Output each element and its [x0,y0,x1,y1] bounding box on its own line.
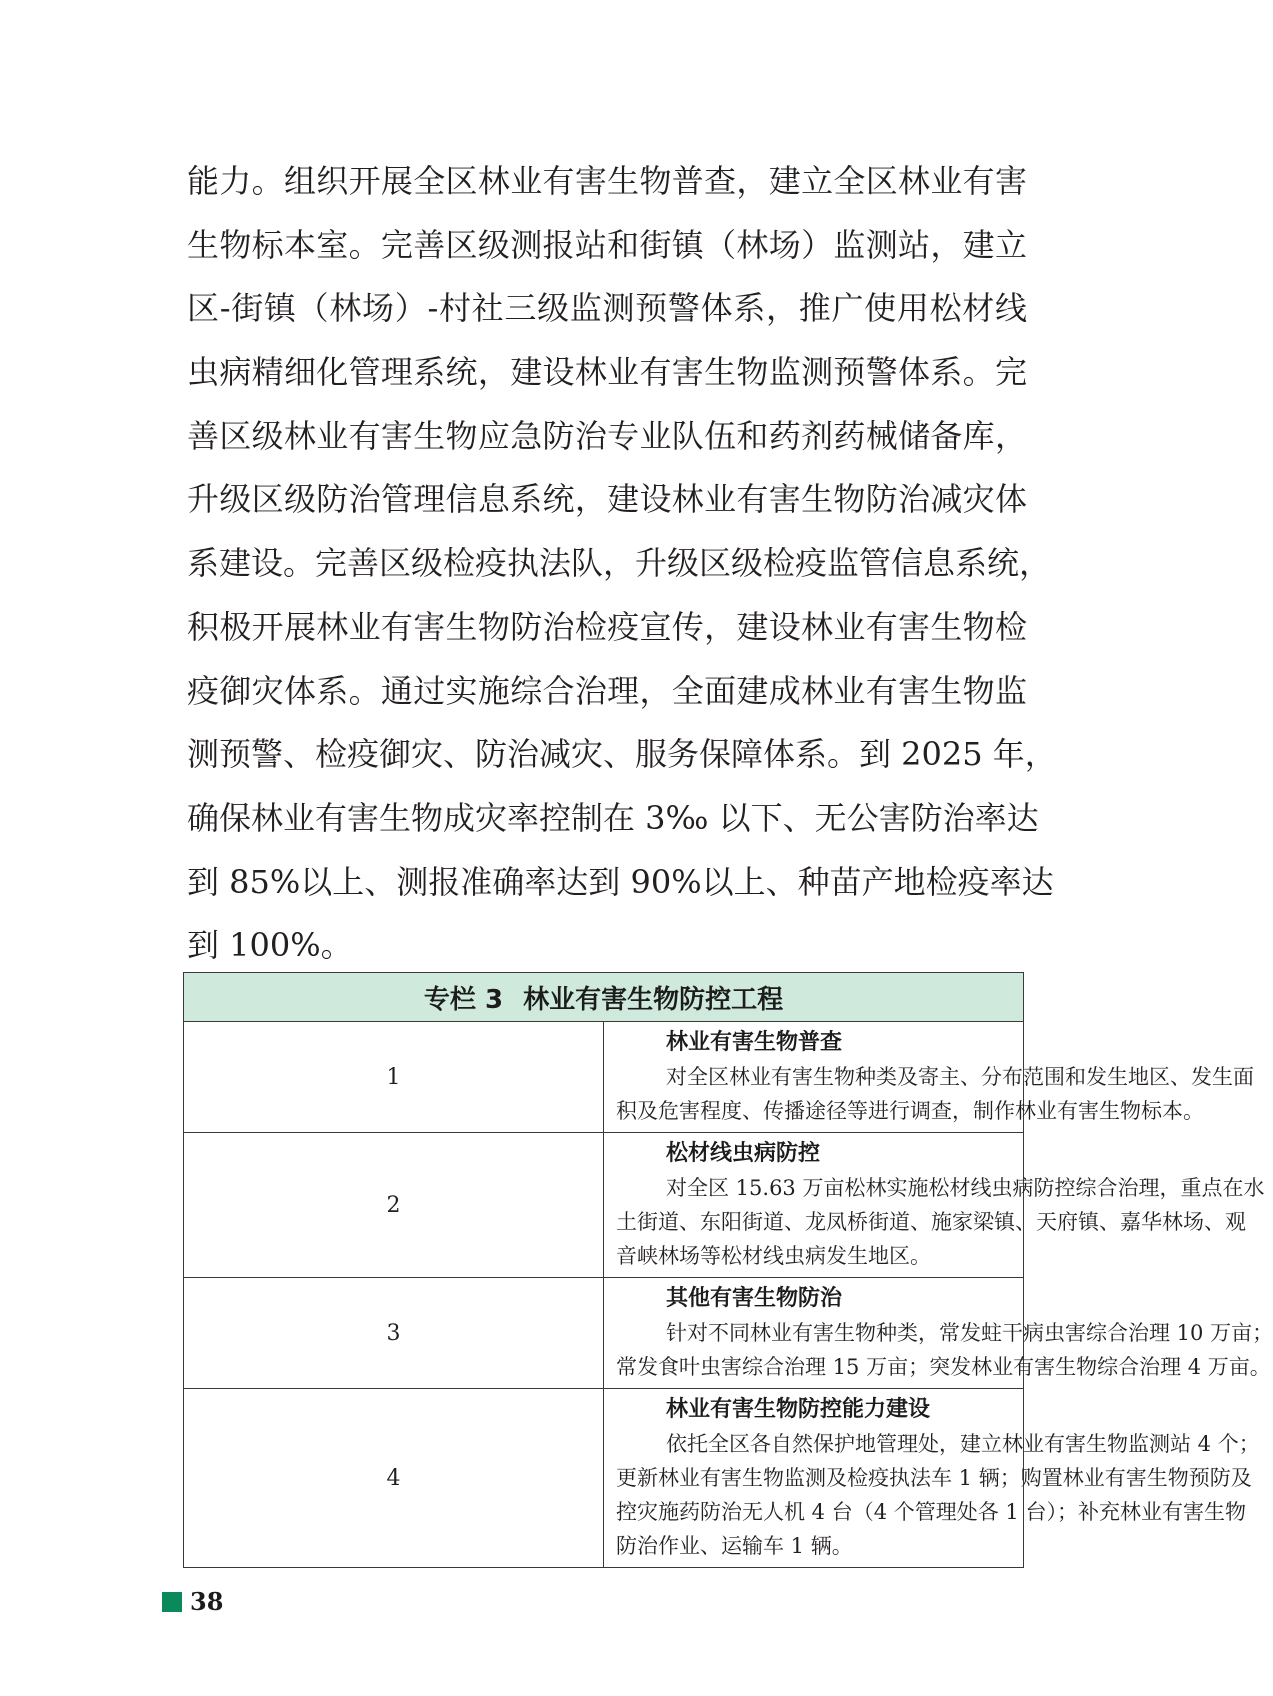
column-label: 专栏 3 [423,984,504,1015]
body-line: 疫御灾体系。通过实施综合治理，全面建成林业有害生物监 [187,671,1027,710]
table-row [184,1278,1024,1389]
item-line: 针对不同林业有害生物种类，常发蛀干病虫害综合治理 10 万亩； [666,1321,1273,1345]
body-line: 生物标本室。完善区级测报站和街镇（林场）监测站，建立 [187,225,1027,264]
body-line: 积极开展林业有害生物防治检疫宣传，建设林业有害生物检 [187,607,1027,646]
body-paragraph [187,150,1057,978]
row-content [604,1022,1254,1133]
feature-box-table [183,972,1273,1568]
body-line: 到 100%。 [187,926,353,965]
item-title: 松材线虫病防控 [666,1141,821,1166]
row-content [604,1133,1265,1278]
table-row [184,1022,1024,1133]
body-line: 升级区级防治管理信息系统，建设林业有害生物防治减灾体 [187,480,1027,519]
item-line: 依托全区各自然保护地管理处，建立林业有害生物监测站 4 个； [666,1432,1260,1456]
body-line: 到 85%以上、测报准确率达到 90%以上、种苗产地检疫率达 [187,862,1054,901]
item-line: 更新林业有害生物监测及检疫执法车 1 辆；购置林业有害生物预防及 [616,1466,1252,1490]
item-line: 对全区林业有害生物种类及寄主、分布范围和发生地区、发生面 [666,1065,1254,1089]
row-content [604,1278,1273,1389]
body-line: 系建设。完善区级检疫执法队，升级区级检疫监管信息系统， [187,544,1052,583]
body-line: 虫病精细化管理系统，建设林业有害生物监测预警体系。完 [187,353,1027,392]
item-title: 林业有害生物防控能力建设 [666,1397,931,1422]
body-line: 区-街镇（林场）-村社三级监测预警体系，推广使用松材线 [187,289,1027,328]
table-header [184,973,1024,1022]
body-line: 确保林业有害生物成灾率控制在 3‰ 以下、无公害防治率达 [187,798,1039,837]
table-row [184,1389,1024,1568]
item-line: 常发食叶虫害综合治理 15 万亩；突发林业有害生物综合治理 4 万亩。 [616,1355,1271,1379]
column-title: 林业有害生物防控工程 [523,984,784,1015]
page-marker-square [162,1592,182,1612]
body-line: 测预警、检疫御灾、防治减灾、服务保障体系。到 2025 年， [187,735,1057,774]
row-number: 2 [184,1133,604,1278]
table-row [184,1133,1024,1278]
row-content [604,1389,1260,1568]
body-line: 能力。组织开展全区林业有害生物普查，建立全区林业有害 [187,162,1027,200]
item-line: 控灾施药防治无人机 4 台（4 个管理处各 1 台）；补充林业有害生物 [616,1500,1246,1524]
table-header-row [184,973,1024,1022]
item-line: 防治作业、运输车 1 辆。 [616,1534,853,1558]
item-line: 音峡林场等松材线虫病发生地区。 [616,1244,931,1268]
page-number: 38 [190,1587,224,1616]
item-title: 其他有害生物防治 [666,1286,843,1311]
item-title: 林业有害生物普查 [666,1030,843,1055]
row-number: 3 [184,1278,604,1389]
item-line: 对全区 15.63 万亩松林实施松材线虫病防控综合治理，重点在水 [666,1176,1265,1200]
row-number: 1 [184,1022,604,1133]
item-line: 土街道、东阳街道、龙凤桥街道、施家梁镇、天府镇、嘉华林场、观 [616,1210,1246,1234]
row-number: 4 [184,1389,604,1568]
body-line: 善区级林业有害生物应急防治专业队伍和药剂药械储备库， [187,416,1027,455]
item-line: 积及危害程度、传播途径等进行调查，制作林业有害生物标本。 [616,1099,1204,1123]
